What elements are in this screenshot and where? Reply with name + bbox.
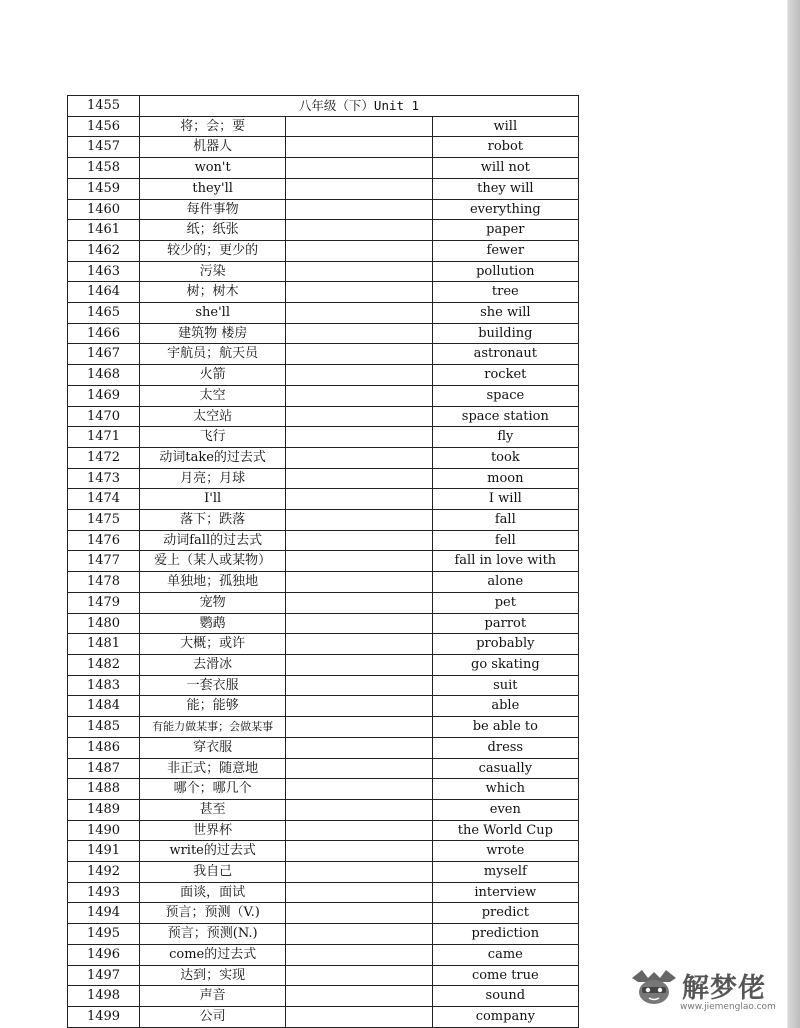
english-word-cell: space <box>432 385 578 406</box>
row-number-cell: 1457 <box>68 137 140 158</box>
blank-cell <box>286 468 432 489</box>
blank-cell <box>286 592 432 613</box>
row-number-cell: 1477 <box>68 551 140 572</box>
table-row <box>68 406 579 427</box>
blank-cell <box>286 944 432 965</box>
english-word-cell: fall in love with <box>432 551 578 572</box>
table-row <box>68 758 579 779</box>
watermark-brand-text: 解梦佬 <box>682 973 766 1004</box>
chinese-meaning-cell: 火箭 <box>140 365 286 386</box>
row-number-cell: 1466 <box>68 323 140 344</box>
row-number-cell: 1479 <box>68 592 140 613</box>
table-row <box>68 634 579 655</box>
table-row <box>68 240 579 261</box>
blank-cell <box>286 1006 432 1027</box>
row-number-cell: 1469 <box>68 385 140 406</box>
chinese-meaning-cell: 声音 <box>140 986 286 1007</box>
chinese-meaning-cell: 每件事物 <box>140 199 286 220</box>
blank-cell <box>286 261 432 282</box>
row-number-cell: 1467 <box>68 344 140 365</box>
table-row <box>68 717 579 738</box>
table-row <box>68 820 579 841</box>
chinese-meaning-cell: won't <box>140 158 286 179</box>
table-row <box>68 551 579 572</box>
row-number-cell: 1465 <box>68 303 140 324</box>
english-word-cell: fell <box>432 530 578 551</box>
blank-cell <box>286 675 432 696</box>
chinese-meaning-cell: 预言；预测(N.) <box>140 924 286 945</box>
blank-cell <box>286 530 432 551</box>
blank-cell <box>286 385 432 406</box>
chinese-meaning-cell: 太空站 <box>140 406 286 427</box>
chinese-meaning-cell: 穿衣服 <box>140 737 286 758</box>
table-row <box>68 924 579 945</box>
unit-title-cell: 八年级（下）Unit 1 <box>140 96 579 117</box>
row-number-cell: 1497 <box>68 965 140 986</box>
table-row <box>68 178 579 199</box>
table-row <box>68 1006 579 1027</box>
chinese-meaning-cell: 能；能够 <box>140 696 286 717</box>
blank-cell <box>286 799 432 820</box>
page-edge-shadow <box>788 0 800 1028</box>
table-row <box>68 613 579 634</box>
english-word-cell: building <box>432 323 578 344</box>
blank-cell <box>286 924 432 945</box>
blank-cell <box>286 240 432 261</box>
english-word-cell: pollution <box>432 261 578 282</box>
row-number-cell: 1482 <box>68 654 140 675</box>
table-row <box>68 965 579 986</box>
chinese-meaning-cell: 动词take的过去式 <box>140 447 286 468</box>
table-row <box>68 199 579 220</box>
table-row <box>68 696 579 717</box>
english-word-cell: paper <box>432 220 578 241</box>
english-word-cell: be able to <box>432 717 578 738</box>
english-word-cell: interview <box>432 882 578 903</box>
blank-cell <box>286 986 432 1007</box>
chinese-meaning-cell: 我自己 <box>140 862 286 883</box>
blank-cell <box>286 613 432 634</box>
row-number-cell: 1476 <box>68 530 140 551</box>
chinese-meaning-cell: I'll <box>140 489 286 510</box>
row-number-cell: 1460 <box>68 199 140 220</box>
row-number-cell: 1499 <box>68 1006 140 1027</box>
table-header-row <box>68 96 579 117</box>
english-word-cell: probably <box>432 634 578 655</box>
row-number-cell: 1472 <box>68 447 140 468</box>
english-word-cell: casually <box>432 758 578 779</box>
blank-cell <box>286 717 432 738</box>
blank-cell <box>286 178 432 199</box>
table-row <box>68 282 579 303</box>
row-number-cell: 1459 <box>68 178 140 199</box>
english-word-cell: astronaut <box>432 344 578 365</box>
chinese-meaning-cell: 宠物 <box>140 592 286 613</box>
english-word-cell: company <box>432 1006 578 1027</box>
blank-cell <box>286 323 432 344</box>
english-word-cell: moon <box>432 468 578 489</box>
blank-cell <box>286 779 432 800</box>
blank-cell <box>286 820 432 841</box>
table-row <box>68 986 579 1007</box>
chinese-meaning-cell: they'll <box>140 178 286 199</box>
row-number-cell: 1491 <box>68 841 140 862</box>
table-row <box>68 303 579 324</box>
english-word-cell: will not <box>432 158 578 179</box>
row-number-cell: 1493 <box>68 882 140 903</box>
blank-cell <box>286 406 432 427</box>
blank-cell <box>286 447 432 468</box>
row-number-cell: 1475 <box>68 510 140 531</box>
chinese-meaning-cell: 鹦鹉 <box>140 613 286 634</box>
row-number-cell: 1496 <box>68 944 140 965</box>
row-number-cell: 1473 <box>68 468 140 489</box>
row-number-cell: 1492 <box>68 862 140 883</box>
chinese-meaning-cell: 纸；纸张 <box>140 220 286 241</box>
chinese-meaning-cell: 世界杯 <box>140 820 286 841</box>
chinese-meaning-cell: write的过去式 <box>140 841 286 862</box>
english-word-cell: the World Cup <box>432 820 578 841</box>
row-number-cell: 1458 <box>68 158 140 179</box>
row-number-cell: 1484 <box>68 696 140 717</box>
english-word-cell: suit <box>432 675 578 696</box>
table-row <box>68 592 579 613</box>
table-row <box>68 323 579 344</box>
blank-cell <box>286 696 432 717</box>
chinese-meaning-cell: 大概；或许 <box>140 634 286 655</box>
blank-cell <box>286 572 432 593</box>
blank-cell <box>286 862 432 883</box>
english-word-cell: able <box>432 696 578 717</box>
english-word-cell: rocket <box>432 365 578 386</box>
row-number-cell: 1461 <box>68 220 140 241</box>
table-row <box>68 841 579 862</box>
row-number-cell: 1494 <box>68 903 140 924</box>
blank-cell <box>286 841 432 862</box>
chinese-meaning-cell: 太空 <box>140 385 286 406</box>
row-number-cell: 1490 <box>68 820 140 841</box>
chinese-meaning-cell: 动词fall的过去式 <box>140 530 286 551</box>
blank-cell <box>286 158 432 179</box>
blank-cell <box>286 903 432 924</box>
row-number-cell: 1486 <box>68 737 140 758</box>
english-word-cell: dress <box>432 737 578 758</box>
row-number-cell: 1463 <box>68 261 140 282</box>
english-word-cell: they will <box>432 178 578 199</box>
chinese-meaning-cell: she'll <box>140 303 286 324</box>
blank-cell <box>286 965 432 986</box>
blank-cell <box>286 654 432 675</box>
blank-cell <box>286 199 432 220</box>
chinese-meaning-cell: 达到；实现 <box>140 965 286 986</box>
table-row <box>68 427 579 448</box>
chinese-meaning-cell: 将；会；要 <box>140 116 286 137</box>
row-number-cell: 1495 <box>68 924 140 945</box>
blank-cell <box>286 427 432 448</box>
chinese-meaning-cell: 较少的；更少的 <box>140 240 286 261</box>
chinese-meaning-cell: 有能力做某事；会做某事 <box>140 717 286 738</box>
blank-cell <box>286 303 432 324</box>
english-word-cell: prediction <box>432 924 578 945</box>
row-number-cell: 1485 <box>68 717 140 738</box>
chinese-meaning-cell: 单独地；孤独地 <box>140 572 286 593</box>
blank-cell <box>286 116 432 137</box>
table-row <box>68 385 579 406</box>
english-word-cell: sound <box>432 986 578 1007</box>
blank-cell <box>286 634 432 655</box>
english-word-cell: space station <box>432 406 578 427</box>
table-row <box>68 862 579 883</box>
english-word-cell: fly <box>432 427 578 448</box>
row-number-cell: 1464 <box>68 282 140 303</box>
table-row <box>68 779 579 800</box>
table-row <box>68 572 579 593</box>
chinese-meaning-cell: 非正式；随意地 <box>140 758 286 779</box>
chinese-meaning-cell: 预言；预测（V.) <box>140 903 286 924</box>
table-row <box>68 489 579 510</box>
table-row <box>68 654 579 675</box>
row-number-cell: 1478 <box>68 572 140 593</box>
chinese-meaning-cell: 污染 <box>140 261 286 282</box>
english-word-cell: go skating <box>432 654 578 675</box>
table-row <box>68 675 579 696</box>
blank-cell <box>286 551 432 572</box>
chinese-meaning-cell: 去滑冰 <box>140 654 286 675</box>
english-word-cell: will <box>432 116 578 137</box>
blank-cell <box>286 510 432 531</box>
row-number-cell: 1474 <box>68 489 140 510</box>
table-row <box>68 158 579 179</box>
row-number-cell: 1483 <box>68 675 140 696</box>
english-word-cell: predict <box>432 903 578 924</box>
chinese-meaning-cell: 飞行 <box>140 427 286 448</box>
row-number-cell: 1456 <box>68 116 140 137</box>
row-number-cell: 1462 <box>68 240 140 261</box>
table-row <box>68 261 579 282</box>
table-row <box>68 344 579 365</box>
english-word-cell: robot <box>432 137 578 158</box>
english-word-cell: alone <box>432 572 578 593</box>
table-row <box>68 903 579 924</box>
english-word-cell: parrot <box>432 613 578 634</box>
table-row <box>68 447 579 468</box>
english-word-cell: wrote <box>432 841 578 862</box>
bat-mascot-logo-icon <box>630 966 678 1008</box>
blank-cell <box>286 758 432 779</box>
english-word-cell: fall <box>432 510 578 531</box>
english-word-cell: I will <box>432 489 578 510</box>
table-row <box>68 468 579 489</box>
english-word-cell: everything <box>432 199 578 220</box>
vocabulary-table-body <box>68 96 579 1028</box>
table-row <box>68 510 579 531</box>
table-row <box>68 944 579 965</box>
table-row <box>68 116 579 137</box>
table-row <box>68 365 579 386</box>
blank-cell <box>286 737 432 758</box>
site-watermark <box>630 964 790 1024</box>
row-number-cell: 1471 <box>68 427 140 448</box>
table-row <box>68 530 579 551</box>
vocabulary-table <box>67 95 579 1028</box>
row-number-cell: 1489 <box>68 799 140 820</box>
chinese-meaning-cell: 落下；跌落 <box>140 510 286 531</box>
table-row <box>68 137 579 158</box>
row-number-cell: 1487 <box>68 758 140 779</box>
table-row <box>68 799 579 820</box>
english-word-cell: come true <box>432 965 578 986</box>
english-word-cell: took <box>432 447 578 468</box>
row-number-cell: 1468 <box>68 365 140 386</box>
blank-cell <box>286 282 432 303</box>
chinese-meaning-cell: 爱上（某人或某物） <box>140 551 286 572</box>
chinese-meaning-cell: 面谈，面试 <box>140 882 286 903</box>
row-number-cell: 1470 <box>68 406 140 427</box>
chinese-meaning-cell: 甚至 <box>140 799 286 820</box>
table-row <box>68 220 579 241</box>
table-row <box>68 737 579 758</box>
blank-cell <box>286 137 432 158</box>
chinese-meaning-cell: 哪个；哪几个 <box>140 779 286 800</box>
header-number-cell: 1455 <box>68 96 140 117</box>
english-word-cell: even <box>432 799 578 820</box>
english-word-cell: fewer <box>432 240 578 261</box>
watermark-url-text: www.jiemenglao.com <box>680 1002 776 1012</box>
chinese-meaning-cell: 宇航员；航天员 <box>140 344 286 365</box>
english-word-cell: pet <box>432 592 578 613</box>
chinese-meaning-cell: 机器人 <box>140 137 286 158</box>
row-number-cell: 1488 <box>68 779 140 800</box>
english-word-cell: she will <box>432 303 578 324</box>
chinese-meaning-cell: 树；树木 <box>140 282 286 303</box>
chinese-meaning-cell: 建筑物 楼房 <box>140 323 286 344</box>
chinese-meaning-cell: 公司 <box>140 1006 286 1027</box>
english-word-cell: myself <box>432 862 578 883</box>
blank-cell <box>286 882 432 903</box>
row-number-cell: 1480 <box>68 613 140 634</box>
chinese-meaning-cell: 一套衣服 <box>140 675 286 696</box>
english-word-cell: tree <box>432 282 578 303</box>
blank-cell <box>286 220 432 241</box>
row-number-cell: 1481 <box>68 634 140 655</box>
blank-cell <box>286 365 432 386</box>
english-word-cell: which <box>432 779 578 800</box>
chinese-meaning-cell: come的过去式 <box>140 944 286 965</box>
page-edge-line <box>787 0 788 1028</box>
table-row <box>68 882 579 903</box>
blank-cell <box>286 344 432 365</box>
english-word-cell: came <box>432 944 578 965</box>
blank-cell <box>286 489 432 510</box>
chinese-meaning-cell: 月亮；月球 <box>140 468 286 489</box>
row-number-cell: 1498 <box>68 986 140 1007</box>
